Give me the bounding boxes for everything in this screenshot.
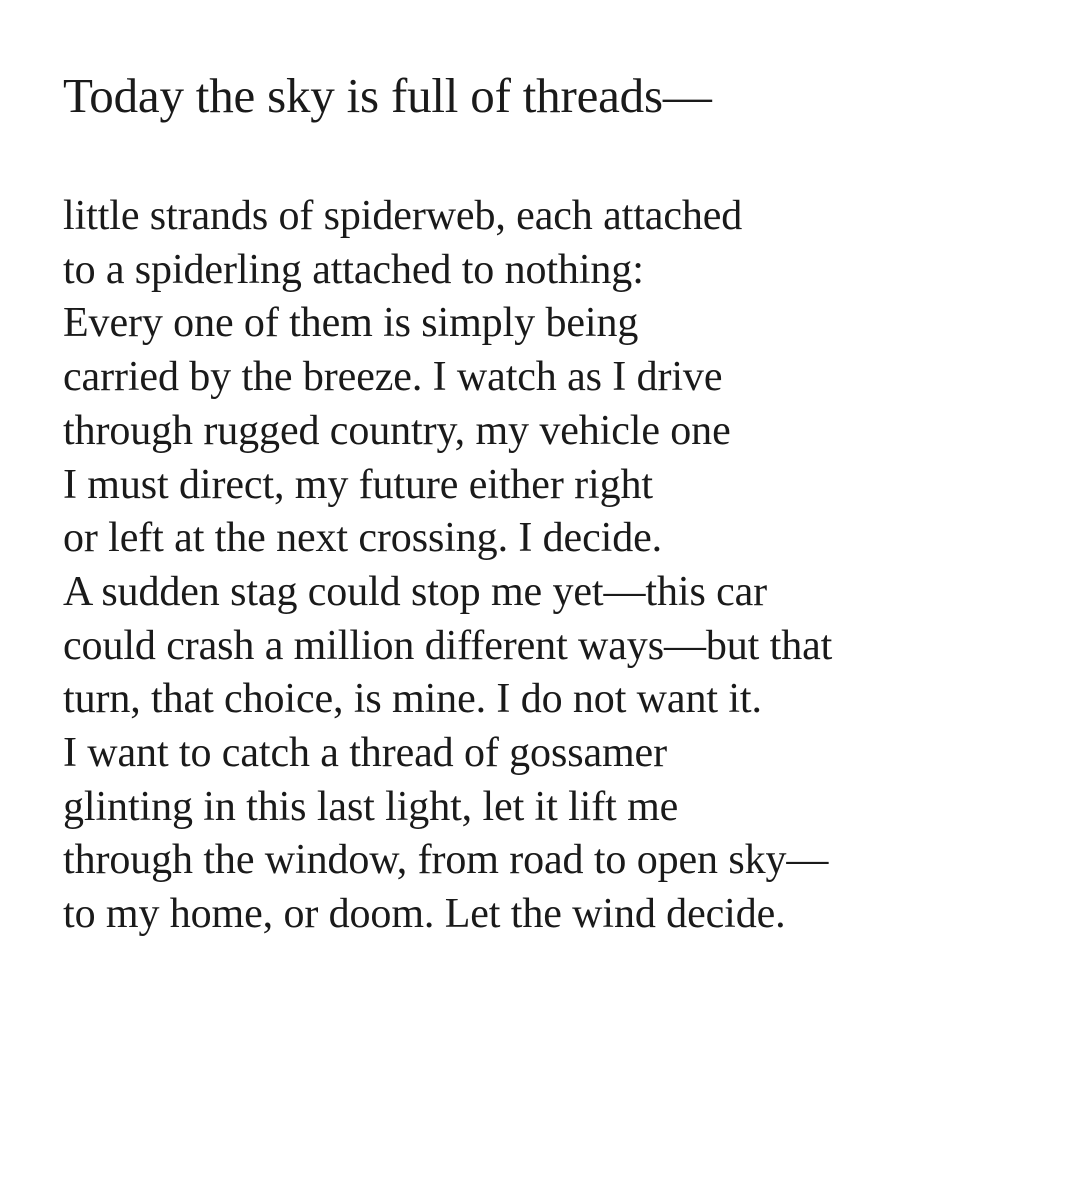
poem-line: I must direct, my future either right — [63, 461, 653, 508]
poem-line: or left at the next crossing. I decide. — [63, 515, 663, 562]
poem-line: I want to catch a thread of gossamer — [63, 730, 667, 777]
poem-line: glinting in this last light, let it lift me — [63, 783, 679, 830]
poem-line: through rugged country, my vehicle one — [63, 407, 731, 454]
poem-line: to a spiderling attached to nothing: — [63, 246, 644, 293]
poem-line: carried by the breeze. I watch as I drive — [63, 354, 723, 401]
poem-line: through the window, from road to open sky— — [63, 837, 829, 884]
poem-line: could crash a million different ways—but that — [63, 622, 833, 669]
poem-line: turn, that choice, is mine. I do not want it. — [63, 676, 762, 723]
poem-body — [63, 190, 1053, 942]
poem-line: A sudden stag could stop me yet—this car — [63, 568, 768, 615]
poem-line: Every one of them is simply being — [63, 300, 639, 347]
poem-line: little strands of spiderweb, each attached — [63, 193, 743, 239]
poem-line: to my home, or doom. Let the wind decide. — [63, 891, 786, 938]
poem-title: Today the sky is full of threads— — [63, 68, 712, 123]
poem-page — [63, 64, 1053, 942]
